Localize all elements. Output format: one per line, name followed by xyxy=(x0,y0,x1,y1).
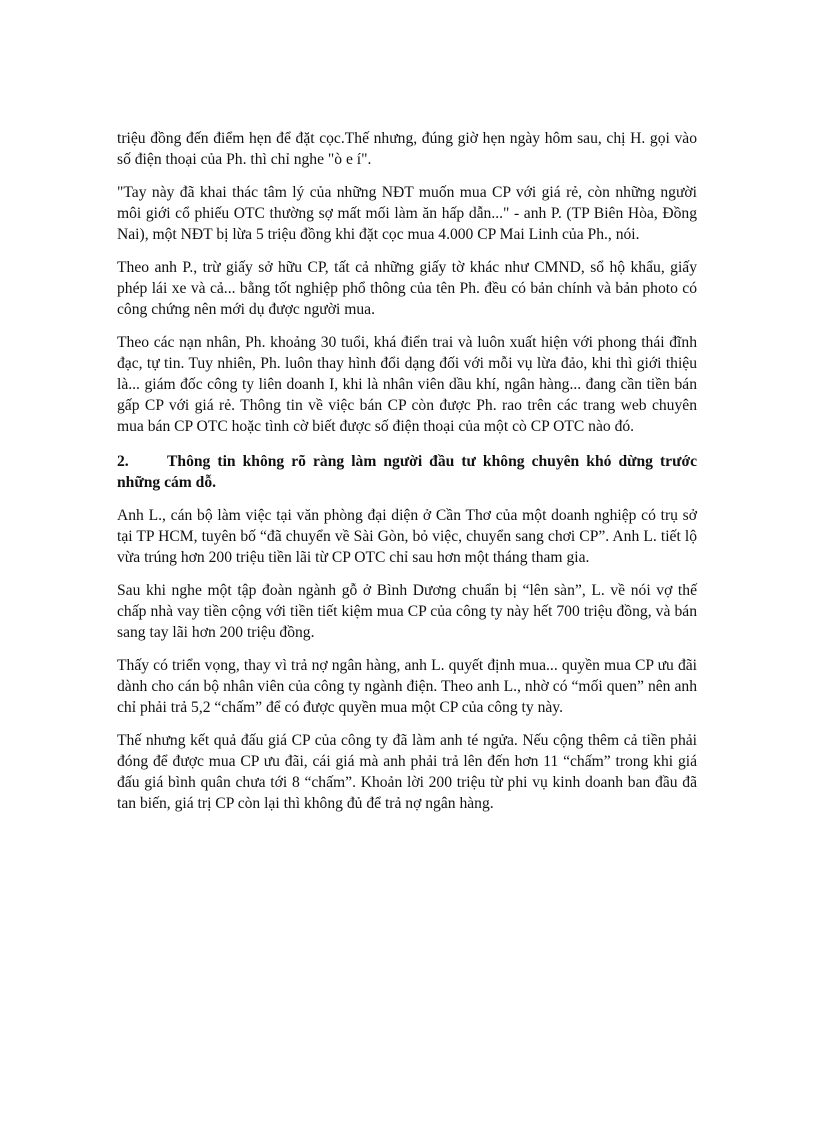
section-heading xyxy=(117,451,697,493)
paragraph-7: Thấy có triển vọng, thay vì trả nợ ngân hàng, anh L. quyết định mua... quyền mua CP ưu đãi dành cho cán bộ nhân viên của công ty ngành điện. Theo anh L., nhờ có “mối quen” nên anh chỉ phải trả 5,2 “chấm” để có được quyền mua một CP của công ty này. xyxy=(117,657,697,716)
paragraph-6: Sau khi nghe một tập đoàn ngành gỗ ở Bình Dương chuẩn bị “lên sàn”, L. về nói vợ thế chấp nhà vay tiền cộng với tiền tiết kiệm mua CP của công ty này hết 700 triệu đồng, và bán sang tay lãi hơn 200 triệu đồng. xyxy=(117,582,697,641)
paragraph-5: Anh L., cán bộ làm việc tại văn phòng đại diện ở Cần Thơ của một doanh nghiệp có trụ sở tại TP HCM, tuyên bố “đã chuyển về Sài Gòn, bỏ việc, chuyển sang chơi CP”. Anh L. tiết lộ vừa trúng hơn 200 triệu tiền lãi từ CP OTC chỉ sau hơn một tháng tham gia. xyxy=(117,507,697,566)
paragraph-4: Theo các nạn nhân, Ph. khoảng 30 tuổi, khá điển trai và luôn xuất hiện với phong thái đĩnh đạc, tự tin. Tuy nhiên, Ph. luôn thay hình đổi dạng đối với mỗi vụ lừa đảo, khi thì giới thiệu là... giám đốc công ty liên doanh I, khi là nhân viên dầu khí, ngân hàng... đang cần tiền bán gấp CP với giá rẻ. Thông tin về việc bán CP còn được Ph. rao trên các trang web chuyên mua bán CP OTC hoặc tình cờ biết được số điện thoại của một cò CP OTC nào đó. xyxy=(117,334,697,435)
section-number: 2. xyxy=(117,453,129,470)
paragraph-2: "Tay này đã khai thác tâm lý của những NĐT muốn mua CP với giá rẻ, còn những người môi giới cổ phiếu OTC thường sợ mất mối làm ăn hấp dẫn..." - anh P. (TP Biên Hòa, Đồng Nai), một NĐT bị lừa 5 triệu đồng khi đặt cọc mua 4.000 CP Mai Linh của Ph., nói. xyxy=(117,184,697,243)
section-title: Thông tin không rõ ràng làm người đầu tư không chuyên khó dừng trước những cám dỗ. xyxy=(117,453,697,491)
paragraph-3: Theo anh P., trừ giấy sở hữu CP, tất cả những giấy tờ khác như CMND, sổ hộ khẩu, giấy phép lái xe và cả... bằng tốt nghiệp phổ thông của tên Ph. đều có bản chính và bản photo có công chứng nên mới dụ được người mua. xyxy=(117,259,697,318)
paragraph-8: Thế nhưng kết quả đấu giá CP của công ty đã làm anh té ngửa. Nếu cộng thêm cả tiền phải đóng để được mua CP ưu đãi, cái giá mà anh phải trả lên đến hơn 11 “chấm” trong khi giá đấu giá bình quân chưa tới 8 “chấm”. Khoản lời 200 triệu từ phi vụ kinh doanh ban đầu đã tan biến, giá trị CP còn lại thì không đủ để trả nợ ngân hàng. xyxy=(117,732,697,812)
document-page xyxy=(117,128,697,826)
paragraph-1: triệu đồng đến điểm hẹn để đặt cọc.Thế nhưng, đúng giờ hẹn ngày hôm sau, chị H. gọi vào số điện thoại của Ph. thì chỉ nghe "ò e í". xyxy=(117,130,697,168)
